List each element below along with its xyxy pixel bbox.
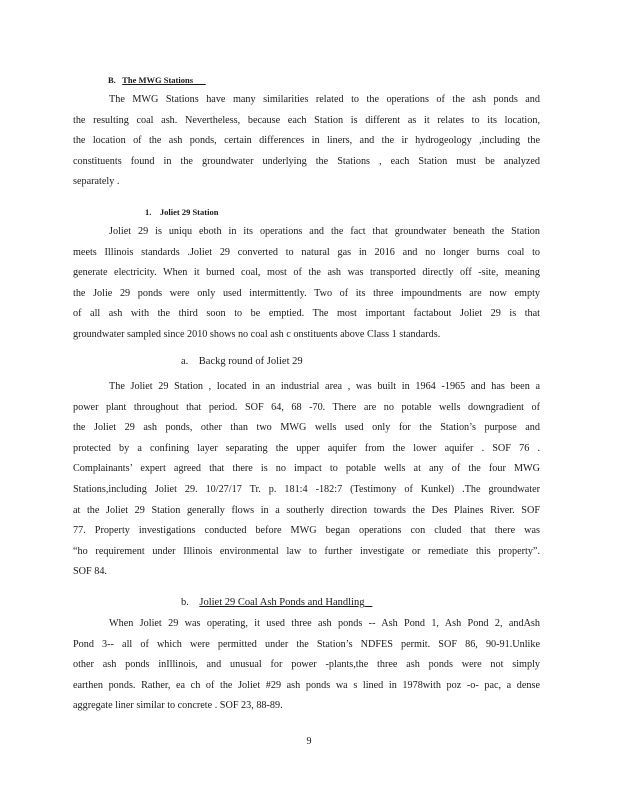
- paragraph-background: [73, 377, 540, 583]
- paragraph-line: The MWG Stations have many similarities related to the operations of the ash ponds and: [109, 94, 540, 105]
- section-a-title: Backg round of Joliet 29: [198, 356, 303, 367]
- paragraph-line: meets Illinois standards .Joliet 29 converted to natural gas in 2016 and no longer burns coal to: [73, 246, 540, 258]
- paragraph-line: The Joliet 29 Station , located in an industrial area , was built in 1964 -1965 and has been a: [109, 381, 540, 392]
- paragraph-line: Pond 3-- all of which were permitted under the Station’s NDFES permit. SOF 86, 90-91.Unlike: [73, 638, 540, 650]
- paragraph-line: Joliet 29 is uniqu eboth in its operations and the fact that groundwater beneath the Station: [109, 226, 540, 237]
- paragraph-line: SOF 84.: [73, 566, 107, 578]
- section-b2-label: b.: [181, 597, 189, 608]
- paragraph-line: the resulting coal ash. Nevertheless, because each Station is different as it relates to its location,: [73, 114, 540, 126]
- paragraph-line: Complainants’ expert agreed that there is no impact to potable wells at any of the four MWG: [73, 463, 540, 475]
- paragraph-joliet-29: [73, 222, 540, 346]
- section-b-title: The MWG Stations: [122, 75, 194, 85]
- paragraph-line: “ho requirement under Illinois environmental law to further investigate or remediate this property”.: [73, 545, 540, 557]
- paragraph-line: 77. Property investigations conducted before MWG began operations con cluded that there was: [73, 525, 540, 537]
- section-a-label: a.: [181, 356, 189, 367]
- paragraph-line: of all ash with the third soon to be emptied. The most important factabout Joliet 29 is that: [73, 308, 540, 320]
- paragraph-ash-ponds: [73, 614, 540, 717]
- paragraph-line: aggregate liner similar to concrete . SOF 23, 88-89.: [73, 700, 283, 712]
- paragraph-line: constituents found in the groundwater underlying the Stations , each Station must be analyzed: [73, 155, 540, 167]
- paragraph-line: protected by a confining layer separating the upper aquifer from the lower aquifer . SOF 76 .: [73, 442, 540, 454]
- page-number: 9: [306, 736, 312, 747]
- paragraph-line: Stations,including Joliet 29. 10/27/17 Tr. p. 181:4 -182:7 (Testimony of Kunkel) .The groundwater: [73, 483, 540, 495]
- paragraph-line: at the Joliet 29 Station generally flows in a southerly direction towards the Des Plaines River. SOF: [73, 504, 540, 516]
- section-1-label: 1.: [145, 207, 152, 217]
- section-1-title: Joliet 29 Station: [159, 207, 219, 217]
- section-a-heading: [181, 356, 303, 367]
- paragraph-line: When Joliet 29 was operating, it used three ash ponds -- Ash Pond 1, Ash Pond 2, andAsh: [109, 618, 540, 629]
- paragraph-line: generate electricity. When it burned coal, most of the ash was transported directly off -site, meaning: [73, 267, 540, 279]
- paragraph-line: power plant throughout that period. SOF 64, 68 -70. There are no potable wells downgradient of: [73, 401, 540, 413]
- section-b2-heading: [181, 597, 372, 608]
- section-b2-title: Joliet 29 Coal Ash Ponds and Handling: [199, 597, 365, 608]
- paragraph-line: the location of the ash ponds, certain differences in liners, and the ir hydrogeology ,including the: [73, 135, 540, 147]
- paragraph-line: other ash ponds inIllinois, and unusual for power -plants,the three ash ponds were not simply: [73, 659, 540, 671]
- paragraph-line: the Joliet 29 ash ponds, other than two MWG wells used only for the Station’s purpose and: [73, 422, 540, 434]
- paragraph-line: the Jolie 29 ponds were only used intermittently. Two of its three impoundments are now empty: [73, 287, 540, 299]
- paragraph-line: groundwater sampled since 2010 shows no coal ash c onstituents above Class 1 standards.: [73, 328, 441, 340]
- paragraph-line: earthen ponds. Rather, ea ch of the Joliet #29 ash ponds wa s lined in 1978with poz -o- pac, a dense: [73, 679, 540, 691]
- section-b-label: B.: [108, 75, 116, 85]
- section-b-heading: [108, 75, 206, 85]
- section-1-heading: [145, 207, 218, 217]
- paragraph-mwg-stations: [73, 90, 540, 193]
- paragraph-line: separately .: [73, 176, 120, 188]
